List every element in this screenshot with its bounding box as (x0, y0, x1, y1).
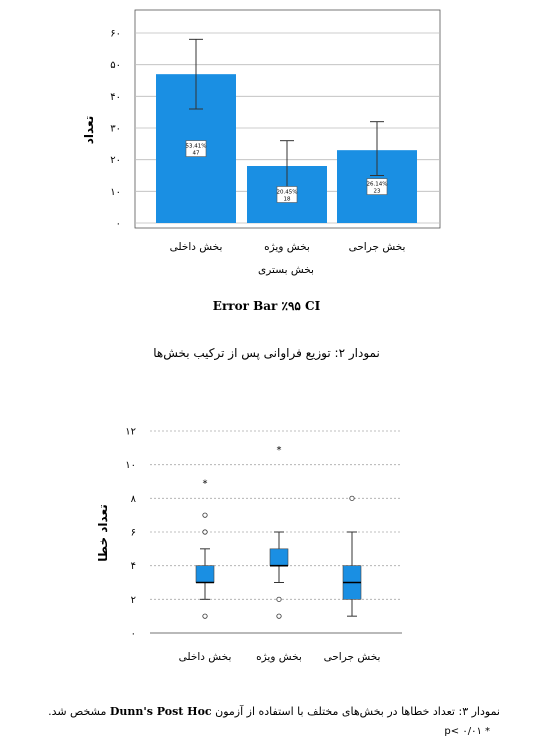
box (270, 549, 288, 566)
y-tick-label: ۶ (130, 527, 136, 539)
figure-2-caption: نمودار ۲: توزیع فراوانی پس از ترکیب بخش‌ها (153, 346, 380, 360)
y-tick-label: ۳۰ (110, 123, 121, 135)
data-label-count: 23 (373, 188, 381, 195)
y-tick-label: ۵۰ (110, 60, 121, 72)
outlier-point (203, 614, 207, 618)
footnote: * p< ۰/۰۱ (444, 726, 490, 737)
x-axis-label: بخش بستری (258, 264, 314, 276)
data-label-percent: 26.14% (366, 181, 388, 188)
extreme-point: * (276, 444, 282, 456)
caption-prefix: نمودار ۳: تعداد خطاها در بخش‌های مختلف با استفاده از آزمون (215, 705, 500, 718)
y-tick-label: ۰ (115, 218, 121, 230)
data-label-count: 47 (192, 150, 200, 157)
caption-test-name: Dunn's Post Hoc (109, 705, 212, 718)
y-axis-label: تعداد (82, 115, 96, 145)
outlier-point (203, 513, 207, 517)
outlier-point (203, 530, 207, 534)
x-tick-label: بخش ویژه (264, 241, 310, 253)
y-tick-label: ۴ (130, 561, 136, 573)
y-tick-label: ۱۰ (125, 460, 136, 472)
x-tick-label: بخش جراحی (348, 241, 406, 253)
x-tick-label: بخش جراحی (323, 651, 381, 663)
ci-label: Error Bar ٪۹۵ CI (212, 299, 321, 313)
outlier-point (350, 496, 354, 500)
data-label-count: 18 (283, 196, 291, 203)
y-tick-label: ۸ (130, 493, 136, 505)
x-tick-label: بخش ویژه (256, 651, 302, 663)
y-tick-label: ۲۰ (110, 155, 121, 167)
box (196, 566, 214, 583)
data-label-percent: 20.45% (276, 189, 298, 196)
y-tick-label: ۶۰ (110, 28, 121, 40)
y-tick-label: ۴۰ (110, 91, 121, 103)
extreme-point: * (202, 478, 208, 490)
data-label-percent: 53.41% (185, 143, 207, 150)
outlier-point (277, 597, 281, 601)
y-tick-label: ۱۰ (110, 186, 121, 198)
outlier-point (277, 614, 281, 618)
y-tick-label: ۲ (130, 594, 136, 606)
caption-suffix: مشخص شد. (48, 705, 107, 718)
x-tick-label: بخش داخلی (178, 651, 232, 663)
x-tick-label: بخش داخلی (169, 241, 223, 253)
figure-3-caption (48, 705, 500, 718)
y-tick-label: ۱۲ (125, 426, 136, 438)
y-tick-label: ۰ (130, 628, 136, 640)
y-axis-label: تعداد خطا (96, 504, 110, 562)
